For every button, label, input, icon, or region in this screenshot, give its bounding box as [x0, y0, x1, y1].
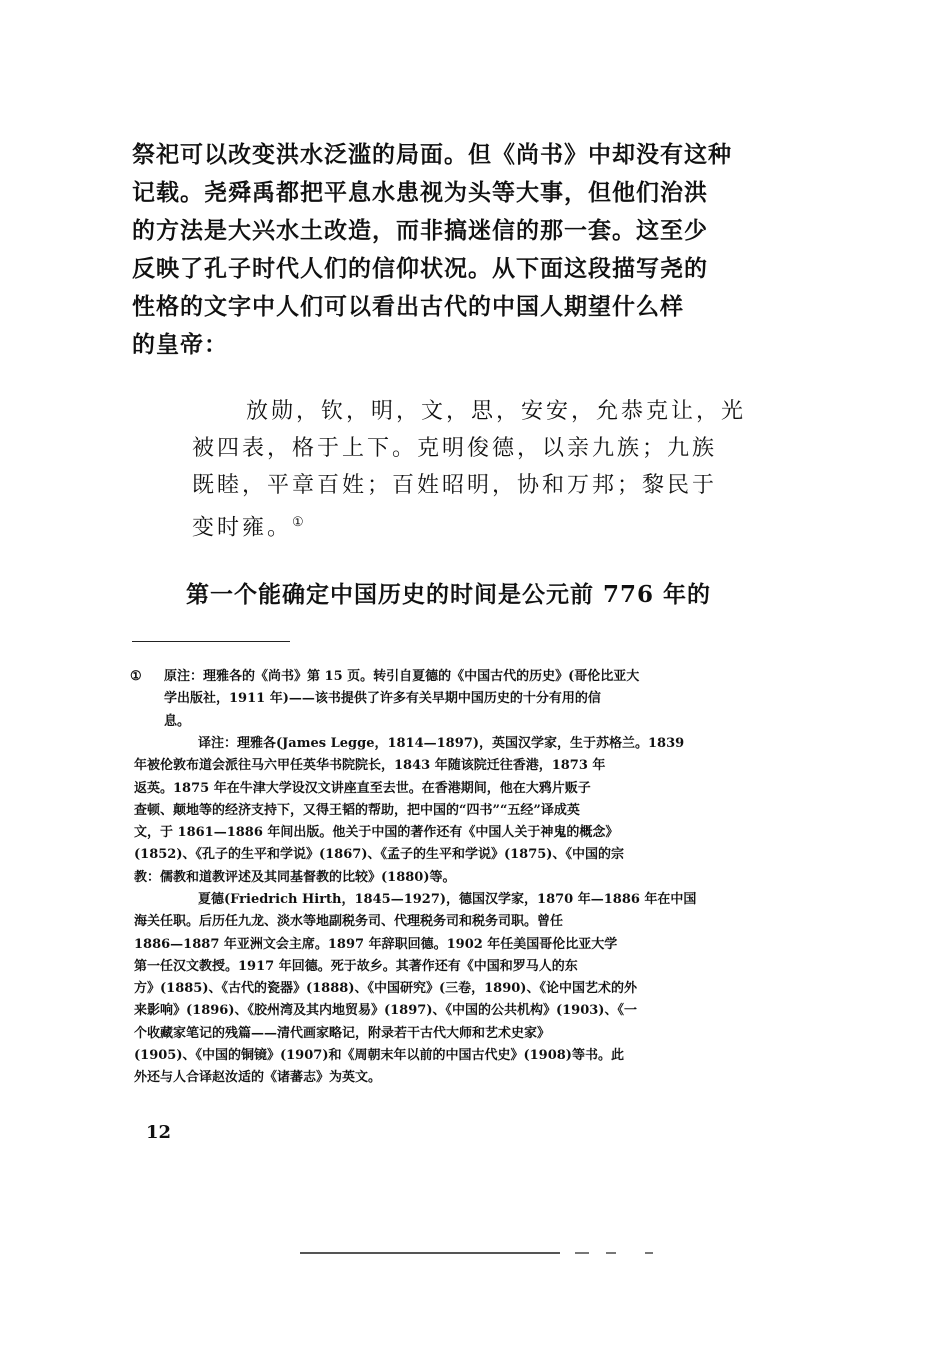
- footnote-original-note: [164, 666, 776, 733]
- footnote-line: (1905)、《中国的铜镜》(1907)和《周朝末年以前的中国古代史》(1908)等书。此: [134, 1048, 624, 1064]
- scan-artifact-dash: [645, 1252, 653, 1254]
- footnote-line: 学出版社，1911 年)——该书提供了许多有关早期中国历史的十分有用的信: [164, 691, 601, 707]
- main-text-line: 反映了孔子时代人们的信仰状况。从下面这段描写尧的: [132, 255, 708, 282]
- footnote-line: 原注：理雅各的《尚书》第 15 页。转引自夏德的《中国古代的历史》(哥伦比亚大: [164, 669, 640, 684]
- footnote-line: 年被伦敦布道会派往马六甲任英华书院院长，1843 年随该院迁往香港，1873 年: [134, 758, 606, 774]
- page-number: 12: [146, 1122, 172, 1143]
- quote-text: 变时雍。: [192, 515, 293, 541]
- footnote-line: (1852)、《孔子的生平和学说》(1867)、《孟子的生平和学说》(1875)、《中国的宗: [134, 847, 624, 863]
- block-quote: [192, 393, 747, 541]
- footnote-line: 个收藏家笔记的残篇——清代画家略记，附录若干古代大师和艺术史家》: [134, 1025, 551, 1041]
- main-text-line: 祭祀可以改变洪水泛滥的局面。但《尚书》中却没有这种: [132, 141, 732, 168]
- scan-artifact-dash: [575, 1252, 589, 1254]
- footnote-line: 夏德(Friedrich Hirth，1845—1927)，德国汉学家，1870 年—1886 年在中国: [198, 892, 697, 907]
- footnote-marker: ①: [130, 669, 142, 684]
- footnote-line: 息。: [164, 713, 191, 729]
- footnote-translator-note-hirth: [134, 889, 776, 1090]
- footnote-line: 文，于 1861—1886 年间出版。他关于中国的著作还有《中国人关于神鬼的概念》: [134, 825, 619, 841]
- footnote-line: 查顿、颠地等的经济支持下，又得王韬的帮助，把中国的“四书”“五经”译成英: [134, 802, 580, 818]
- footnote-line: 译注：理雅各(James Legge，1814—1897)，英国汉学家，生于苏格兰。1839: [198, 736, 685, 751]
- quote-line: 既睦，平章百姓；百姓昭明，协和万邦；黎民于: [192, 473, 718, 498]
- main-text-line: 记载。尧舜禹都把平息水患视为头等大事，但他们治洪: [132, 179, 708, 206]
- footnote-line: 外还与人合译赵汝适的《诸蕃志》为英文。: [134, 1070, 382, 1086]
- continuation-paragraph: 第一个能确定中国历史的时间是公元前 776 年的: [186, 581, 712, 608]
- main-text-line: 的皇帝：: [132, 331, 228, 358]
- quote-line: 被四表，格于上下。克明俊德，以亲九族；九族: [192, 436, 718, 461]
- scan-artifact-line: [300, 1252, 560, 1254]
- quote-line-last: [192, 504, 732, 541]
- footnote-line: 返英。1875 年在牛津大学设汉文讲座直至去世。在香港期间，他在大鸦片贩子: [134, 780, 591, 796]
- footnote-line: 海关任职。后历任九龙、淡水等地副税务司、代理税务司和税务司职。曾任: [134, 914, 564, 930]
- footnote-line: 教：儒教和道教评述及其同基督教的比较》(1880)等。: [134, 869, 456, 885]
- quote-line: 放勋，钦，明，文，思，安安，允恭克让，光: [246, 399, 747, 424]
- footnote-line: 方》(1885)、《古代的瓷器》(1888)、《中国研究》(三卷，1890)、《论中国艺术的外: [134, 981, 637, 997]
- main-text-line: 性格的文字中人们可以看出古代的中国人期望什么样: [132, 293, 684, 320]
- footnote-line: 来影响》(1896)、《胶州湾及其内地贸易》(1897)、《中国的公共机构》(1903)、《一: [134, 1003, 637, 1019]
- footnote-line: 第一任汉文教授。1917 年回德。死于故乡。其著作还有《中国和罗马人的东: [134, 958, 578, 974]
- footnote-translator-note-legge: [134, 733, 776, 889]
- footnote-separator: [132, 641, 290, 642]
- footnote-line: 1886—1887 年亚洲文会主席。1897 年辞职回德。1902 年任美国哥伦比亚大学: [134, 936, 618, 952]
- scan-artifact-dash: [606, 1252, 616, 1254]
- footnote-reference[interactable]: ①: [292, 515, 307, 530]
- main-text-line: 的方法是大兴水土改造，而非搞迷信的那一套。这至少: [132, 217, 708, 244]
- main-paragraph: [132, 136, 782, 364]
